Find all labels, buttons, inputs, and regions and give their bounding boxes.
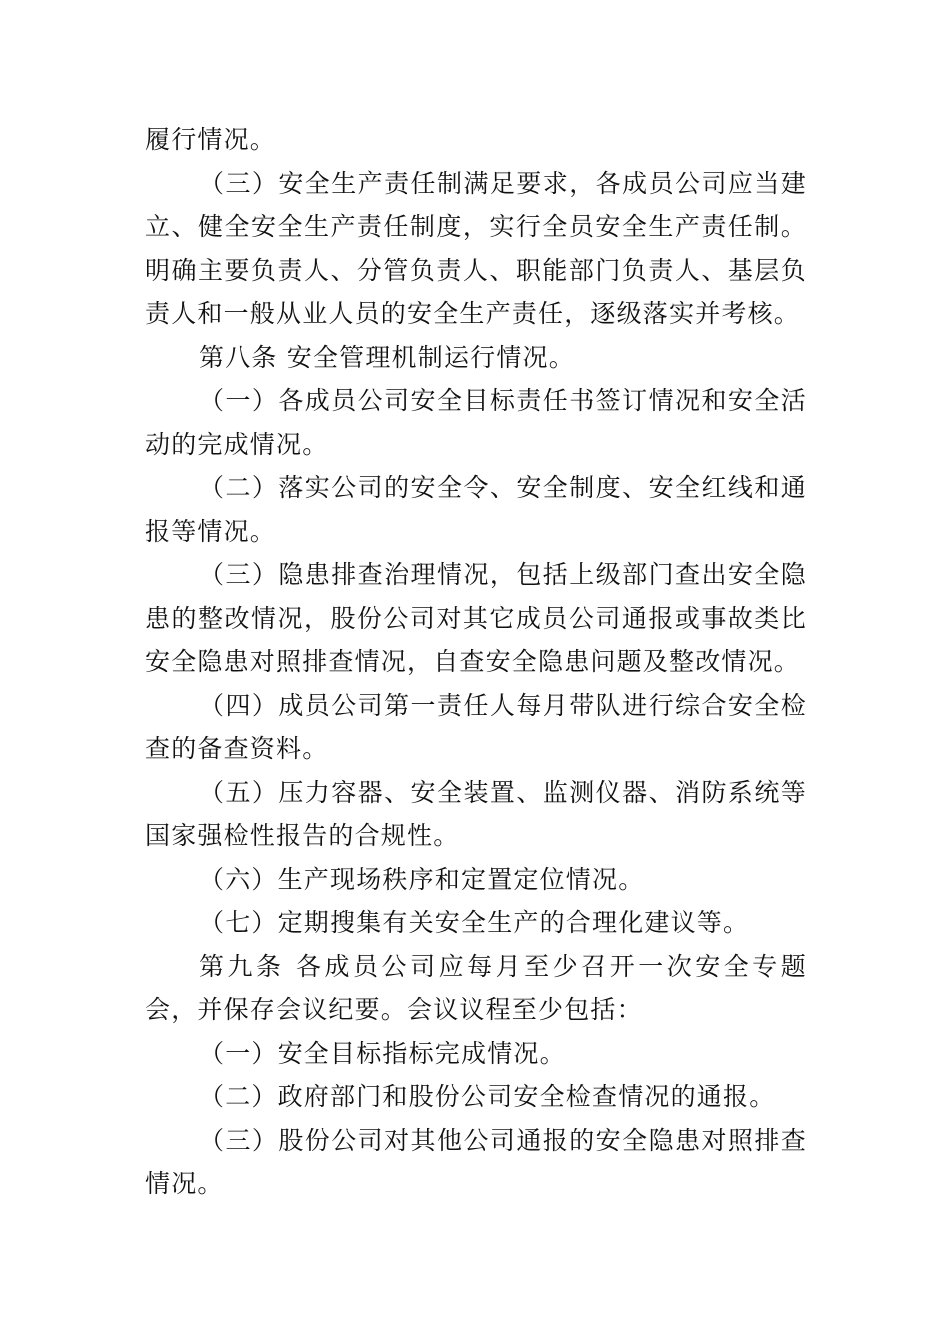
article-9-item-2: （二）政府部门和股份公司安全检查情况的通报。 [199, 1082, 776, 1111]
article-8-item-1: （一）各成员公司安全目标责任书签订情况和安全活动的完成情况。 [145, 386, 807, 459]
article-8-item-7: （七）定期搜集有关安全生产的合理化建议等。 [199, 908, 750, 937]
article-8-heading: 第八条 安全管理机制运行情况。 [199, 342, 575, 372]
article-8-item-2: （二）落实公司的安全令、安全制度、安全红线和通报等情况。 [145, 473, 807, 546]
article-8-item-5: （五）压力容器、安全装置、监测仪器、消防系统等国家强检性报告的合规性。 [145, 777, 807, 850]
article-8-item-6: （六）生产现场秩序和定置定位情况。 [199, 864, 645, 894]
article-8-item-3: （三）隐患排查治理情况，包括上级部门查出安全隐患的整改情况，股份公司对其它成员公司通报或事故类比安全隐患对照排查情况，自查安全隐患问题及整改情况。 [145, 560, 807, 676]
article-9-heading: 第九条 各成员公司应每月至少召开一次安全专题会，并保存会议纪要。会议议程至少包括： [145, 951, 807, 1024]
paragraph-responsibility-system: （三）安全生产责任制满足要求，各成员公司应当建立、健全安全生产责任制度，实行全员安全生产责任制。明确主要负责人、分管负责人、职能部门负责人、基层负责人和一般从业人员的安全生产责任，逐级落实并考核。 [145, 168, 807, 328]
article-9-item-1: （一）安全目标指标完成情况。 [199, 1038, 566, 1068]
paragraph-continuation: 履行情况。 [145, 125, 277, 154]
article-8-item-4: （四）成员公司第一责任人每月带队进行综合安全检查的备查资料。 [145, 690, 807, 763]
article-9-item-3: （三）股份公司对其他公司通报的安全隐患对照排查情况。 [145, 1125, 807, 1198]
document-page [145, 118, 807, 1206]
